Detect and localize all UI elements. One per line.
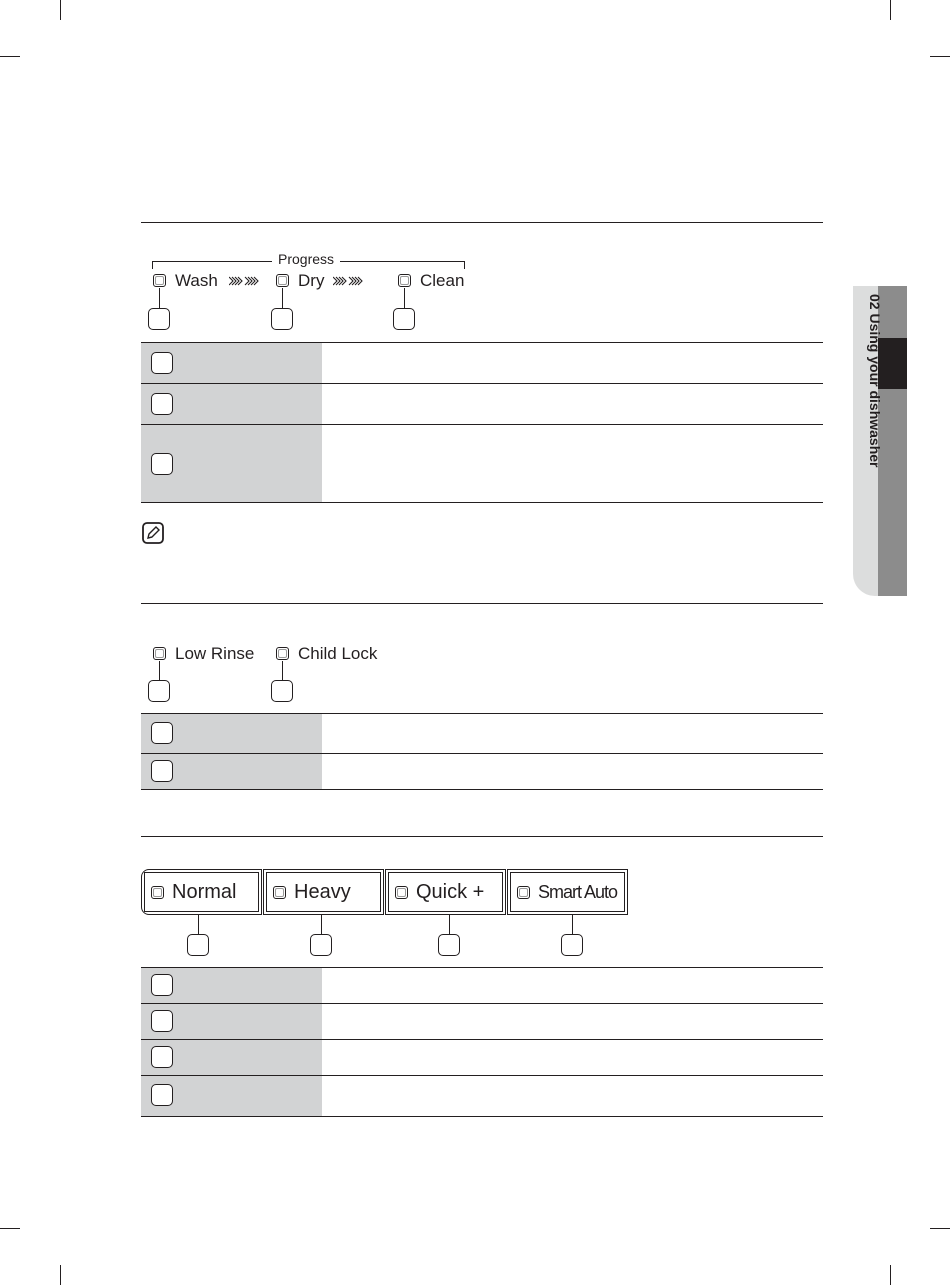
callout-box: [271, 680, 293, 702]
child-lock-indicator-icon: [276, 647, 289, 660]
callout-box: [151, 393, 173, 415]
normal-cycle-button: [141, 869, 262, 915]
dry-label: Dry: [298, 271, 325, 290]
callout-line: [449, 915, 450, 935]
callout-line: [572, 915, 573, 935]
table-key-cell: [141, 754, 322, 789]
smart-auto-label: Smart Auto: [538, 882, 618, 902]
callout-box: [151, 1010, 173, 1032]
table-key-cell: [141, 1076, 322, 1116]
heavy-cycle-button: [263, 869, 384, 915]
callout-line: [282, 661, 283, 681]
callout-box: [151, 722, 173, 744]
quick-plus-label: Quick +: [416, 881, 485, 903]
low-rinse-indicator-icon: [153, 647, 166, 660]
smart-auto-cycle-button: [507, 869, 628, 915]
table-key-cell: [141, 968, 322, 1003]
crop-mark: [60, 1265, 61, 1285]
table-key-cell: [141, 384, 322, 424]
callout-box: [151, 1046, 173, 1068]
crop-mark: [890, 1265, 891, 1285]
table-row: [141, 425, 823, 503]
callout-box: [393, 308, 415, 330]
crop-mark: [0, 56, 20, 57]
wash-label: Wash: [175, 271, 218, 290]
callout-line: [404, 288, 405, 309]
table-row: [141, 343, 823, 384]
table-row: [141, 714, 823, 754]
callout-box: [310, 934, 332, 956]
crop-mark: [890, 0, 891, 20]
note-pencil-icon: [142, 522, 164, 544]
table-row: [141, 1076, 823, 1117]
callout-line: [159, 288, 160, 309]
dry-indicator-icon: [276, 274, 289, 287]
callout-box: [187, 934, 209, 956]
table-row: [141, 968, 823, 1004]
crop-mark: [930, 56, 950, 57]
side-tab-text: 02 Using your dishwasher: [867, 294, 883, 468]
callout-line: [159, 661, 160, 681]
callout-box: [271, 308, 293, 330]
callout-box: [561, 934, 583, 956]
callout-box: [151, 760, 173, 782]
callout-line: [198, 915, 199, 935]
table-key-cell: [141, 343, 322, 383]
double-chevron-arrows-icon: [333, 276, 363, 286]
section-divider: [141, 603, 823, 604]
heavy-label: Heavy: [294, 881, 351, 903]
double-chevron-arrows-icon: [229, 276, 259, 286]
section-divider: [141, 836, 823, 837]
table-key-cell: [141, 425, 322, 502]
callout-box: [151, 974, 173, 996]
normal-label: Normal: [172, 881, 237, 903]
callout-box: [438, 934, 460, 956]
clean-indicator-icon: [398, 274, 411, 287]
callout-line: [321, 915, 322, 935]
table-row: [141, 1004, 823, 1040]
table-row: [141, 1040, 823, 1076]
callout-box: [151, 453, 173, 475]
crop-mark: [930, 1228, 950, 1229]
crop-mark: [60, 0, 61, 20]
wash-indicator-icon: [153, 274, 166, 287]
callout-box: [151, 1084, 173, 1106]
callout-line: [282, 288, 283, 309]
crop-mark: [0, 1228, 20, 1229]
table-row: [141, 754, 823, 790]
heavy-indicator-icon: [273, 886, 286, 899]
chapter-side-tab: [853, 286, 907, 596]
callout-box: [148, 308, 170, 330]
normal-indicator-icon: [151, 886, 164, 899]
table-row: [141, 384, 823, 425]
child-lock-label: Child Lock: [298, 644, 378, 663]
table-key-cell: [141, 1004, 322, 1039]
table-key-cell: [141, 714, 322, 753]
clean-label: Clean: [420, 271, 465, 290]
callout-box: [151, 352, 173, 374]
progress-label: Progress: [272, 251, 340, 267]
callout-box: [148, 680, 170, 702]
low-rinse-label: Low Rinse: [175, 644, 255, 663]
quick-plus-cycle-button: [385, 869, 506, 915]
smart-auto-indicator-icon: [517, 886, 530, 899]
quick-plus-indicator-icon: [395, 886, 408, 899]
section-divider: [141, 222, 823, 223]
table-key-cell: [141, 1040, 322, 1075]
